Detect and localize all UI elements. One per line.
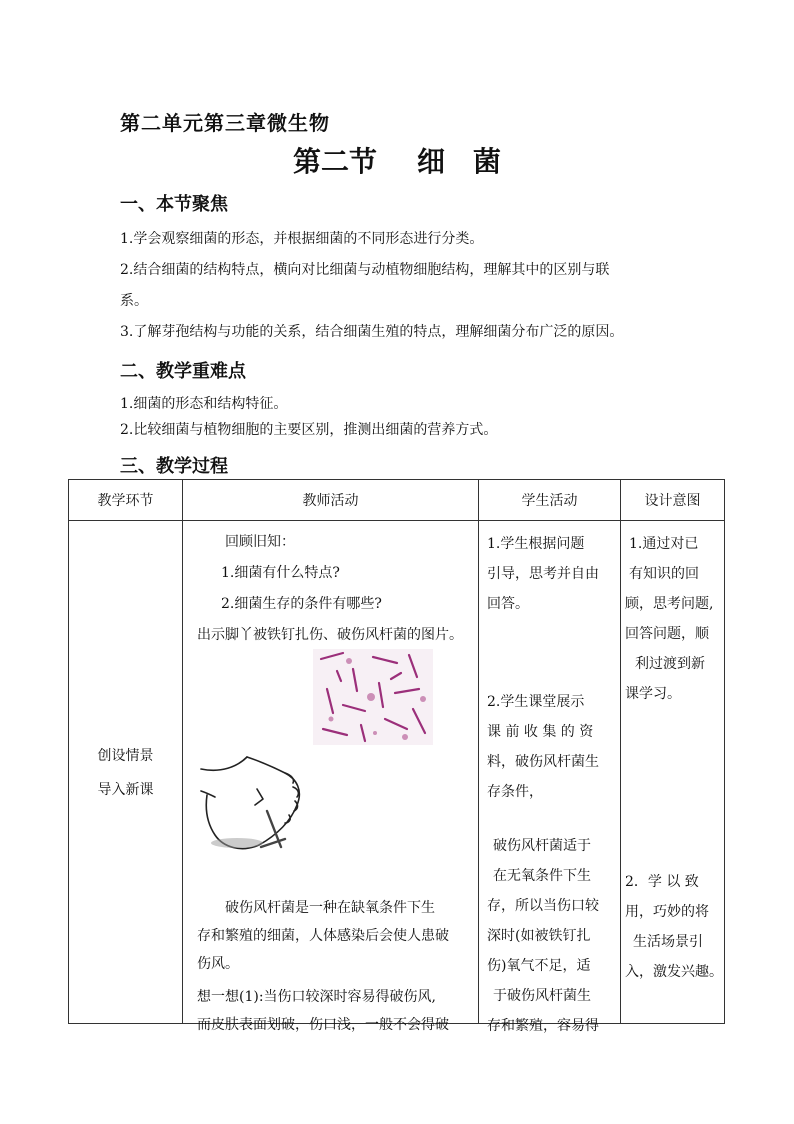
student-line: 回答。 xyxy=(487,596,529,612)
student-line: 引导，思考并自由 xyxy=(487,566,599,582)
teacher-desc-line-1: 破伤风杆菌是一种在缺氧条件下生 xyxy=(225,900,435,916)
unit-title: 第二单元第三章微生物 xyxy=(120,111,330,135)
student-line: 课 前 收 集 的 资 xyxy=(487,724,594,740)
intent-line: 1.通过对已 xyxy=(629,536,699,552)
teacher-desc-line-2: 存和繁殖的细菌，人体感染后会使人患破 xyxy=(197,928,449,944)
teacher-activity-cell xyxy=(183,521,479,1033)
student-activity-cell xyxy=(479,521,621,1034)
student-line: 破伤风杆菌适于 xyxy=(493,838,591,854)
section-title xyxy=(0,140,794,180)
teacher-review: 回顾旧知： xyxy=(225,534,295,550)
intent-line: 回答问题，顺 xyxy=(625,626,709,642)
teacher-think-line-1: 想一想(1):当伤口较深时容易得破伤风, xyxy=(197,989,436,1005)
teacher-question-2: 2.细菌生存的条件有哪些? xyxy=(221,596,382,612)
teacher-think-line-2: 而皮肤表面划破，伤口浅，一般不会得破 xyxy=(197,1017,449,1033)
column-header-teacher: 教师活动 xyxy=(183,480,479,521)
column-header-intent: 设计意图 xyxy=(621,480,725,521)
student-line: 存，所以当伤口较 xyxy=(487,898,599,914)
injured-foot-image xyxy=(197,743,307,861)
student-line: 伤)氧气不足，适 xyxy=(487,958,591,974)
intent-line: 2．学 以 致 xyxy=(625,874,699,890)
key-point-1: 1.细菌的形态和结构特征。 xyxy=(120,396,288,412)
intent-line: 入，激发兴趣。 xyxy=(625,964,723,980)
student-line: 在无氧条件下生 xyxy=(493,868,591,884)
intent-line: 生活场景引 xyxy=(633,934,703,950)
focus-item-2: 2.结合细菌的结构特点，横向对比细菌与动植物细胞结构，理解其中的区别与联 xyxy=(120,262,610,278)
section-title-number: 第二节 xyxy=(292,145,377,178)
teaching-process-table xyxy=(68,479,725,1034)
focus-item-1: 1.学会观察细菌的形态，并根据细菌的不同形态进行分类。 xyxy=(120,231,484,247)
teacher-question-1: 1.细菌有什么特点? xyxy=(221,565,340,581)
tetanus-bacteria-image xyxy=(313,649,433,745)
student-line: 2.学生课堂展示 xyxy=(487,694,585,710)
stage-cell xyxy=(69,521,183,1024)
student-line: 深时(如被铁钉扎 xyxy=(487,928,591,944)
table-row xyxy=(69,521,725,1024)
process-heading: 三、教学过程 xyxy=(120,456,228,477)
intent-line: 用，巧妙的将 xyxy=(625,904,709,920)
key-point-2: 2.比较细菌与植物细胞的主要区别，推测出细菌的营养方式。 xyxy=(120,422,498,438)
focus-heading: 一、本节聚焦 xyxy=(120,194,228,215)
design-intent-cell xyxy=(621,521,725,1024)
focus-item-2-cont: 系。 xyxy=(120,293,148,309)
student-line: 料，破伤风杆菌生 xyxy=(487,754,599,770)
key-points-heading: 二、教学重难点 xyxy=(120,361,246,382)
intent-line: 利过渡到新 xyxy=(635,656,705,672)
column-header-student: 学生活动 xyxy=(479,480,621,521)
focus-item-3: 3.了解芽孢结构与功能的关系，结合细菌生殖的特点，理解细菌分布广泛的原因。 xyxy=(120,324,624,340)
teacher-desc-line-3: 伤风。 xyxy=(197,956,239,972)
student-line: 存条件， xyxy=(487,784,543,800)
intent-line: 有知识的回 xyxy=(629,566,699,582)
student-line: 1.学生根据问题 xyxy=(487,536,585,552)
stage-line-2: 导入新课 xyxy=(97,782,154,798)
intent-line: 顾，思考问题, xyxy=(625,596,714,612)
teacher-show-images: 出示脚丫被铁钉扎伤、破伤风杆菌的图片。 xyxy=(197,627,463,643)
column-header-stage: 教学环节 xyxy=(69,480,183,521)
student-line: 存和繁殖，容易得 xyxy=(487,1018,599,1034)
student-line: 于破伤风杆菌生 xyxy=(493,988,591,1004)
intent-line: 课学习。 xyxy=(625,686,681,702)
stage-line-1: 创设情景 xyxy=(97,748,154,764)
table-header-row xyxy=(69,480,725,521)
section-title-topic: 细 菌 xyxy=(417,145,502,178)
